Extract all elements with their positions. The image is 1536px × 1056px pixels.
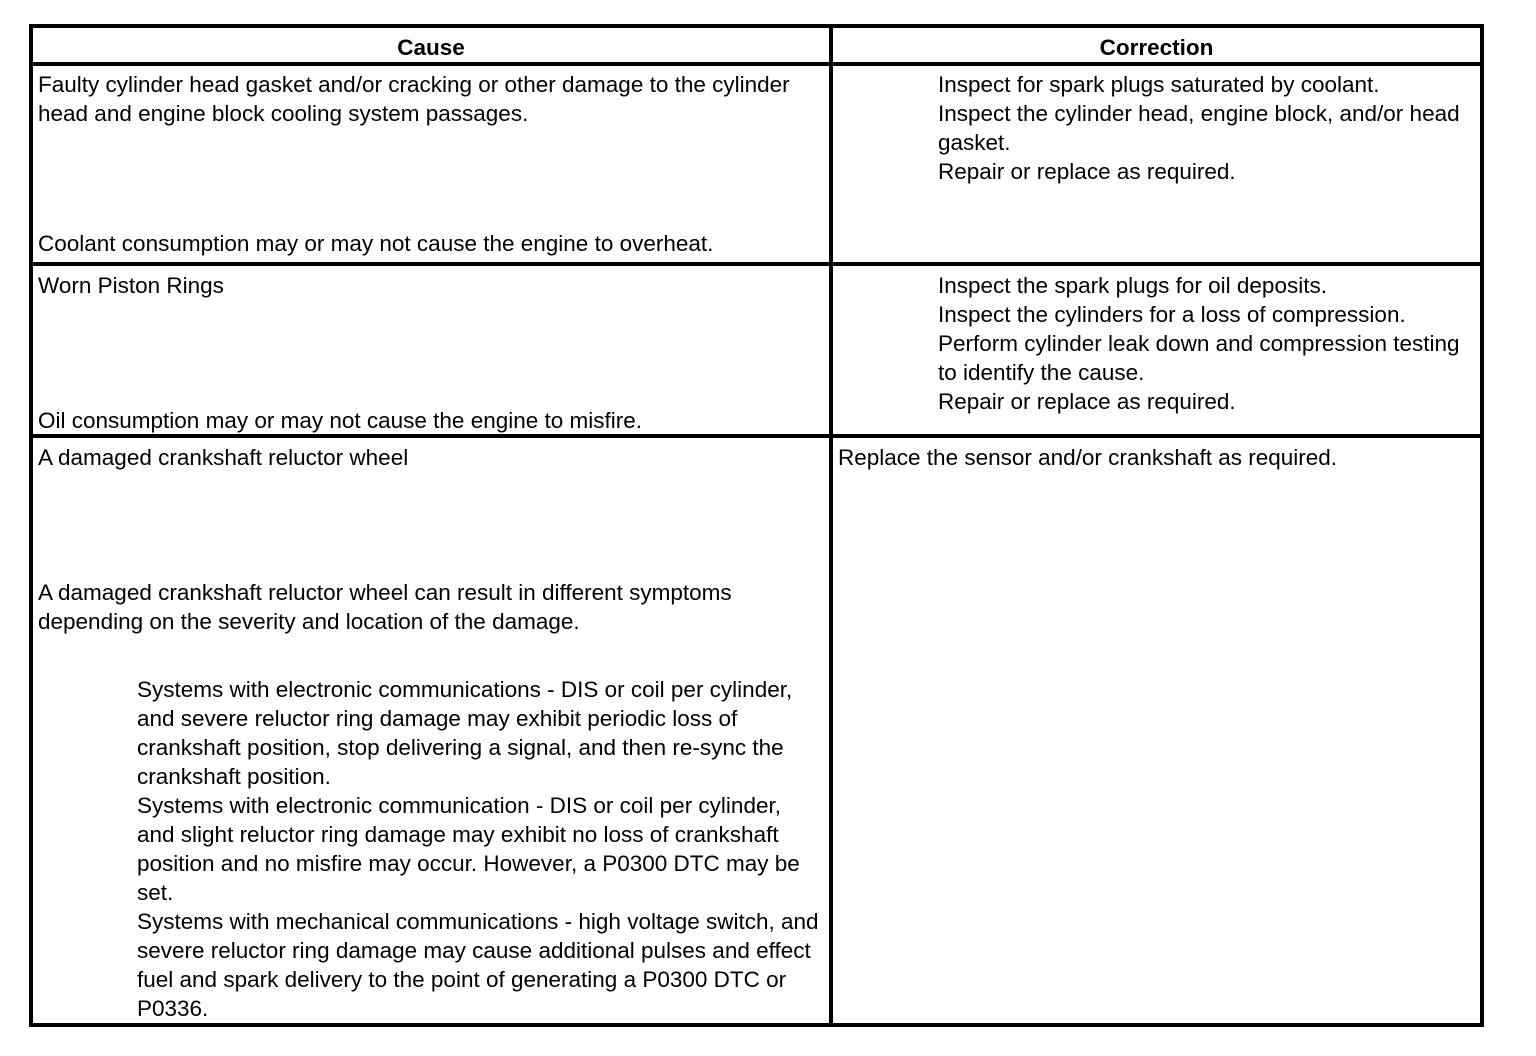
table-header-row: [31, 26, 1482, 64]
cause-cell: [31, 436, 831, 1025]
cause-note-text: A damaged crankshaft reluctor wheel can result in different symptoms depending on the severity and location of the damage.: [38, 580, 732, 634]
list-item: Repair or replace as required.: [938, 389, 1236, 414]
cause-correction-table: [29, 24, 1484, 1027]
correction-cell: [831, 436, 1482, 1025]
cause-cell: [31, 264, 831, 436]
cause-main-text: A damaged crankshaft reluctor wheel: [38, 445, 409, 470]
list-item: Inspect for spark plugs saturated by coolant.: [938, 72, 1380, 97]
list-item: Inspect the spark plugs for oil deposits.: [938, 273, 1327, 298]
list-item: Inspect the cylinder head, engine block, and/or head gasket.: [938, 101, 1460, 155]
cause-main-text: Worn Piston Rings: [38, 273, 224, 298]
correction-list: [838, 266, 1475, 416]
header-correction: Correction: [831, 26, 1482, 64]
list-item: Perform cylinder leak down and compression testing to identify the cause.: [938, 331, 1460, 385]
header-cause: Cause: [31, 26, 831, 64]
cause-main-text: Faulty cylinder head gasket and/or cracking or other damage to the cylinder head and engine block cooling system passages.: [38, 72, 790, 126]
cause-note-text: Oil consumption may or may not cause the engine to misfire.: [38, 408, 643, 433]
cause-detail-list: [38, 675, 824, 1023]
list-item: Systems with electronic communication - DIS or coil per cylinder, and slight reluctor ring damage may exhibit no loss of crankshaft position and no misfire may occur. However, a P0300 DTC may be set.: [137, 793, 800, 905]
list-item: Systems with mechanical communications - high voltage switch, and severe reluctor ring damage may cause additional pulses and effect fuel and spark delivery to the point of generating a P0300 DTC or P0336.: [137, 909, 819, 1021]
table-row: [31, 436, 1482, 1025]
list-item: Repair or replace as required.: [938, 159, 1236, 184]
table-row: [31, 64, 1482, 264]
correction-list: [838, 66, 1475, 186]
list-item: Inspect the cylinders for a loss of compression.: [938, 302, 1406, 327]
cause-cell: [31, 64, 831, 264]
correction-text: Replace the sensor and/or crankshaft as required.: [838, 445, 1338, 470]
list-item: Systems with electronic communications - DIS or coil per cylinder, and severe reluctor ring damage may exhibit periodic loss of crankshaft position, stop delivering a signal, and then re-sync the crankshaft position.: [137, 677, 793, 789]
cause-note-text: Coolant consumption may or may not cause the engine to overheat.: [38, 231, 714, 256]
correction-cell: [831, 264, 1482, 436]
table-row: [31, 264, 1482, 436]
correction-cell: [831, 64, 1482, 264]
